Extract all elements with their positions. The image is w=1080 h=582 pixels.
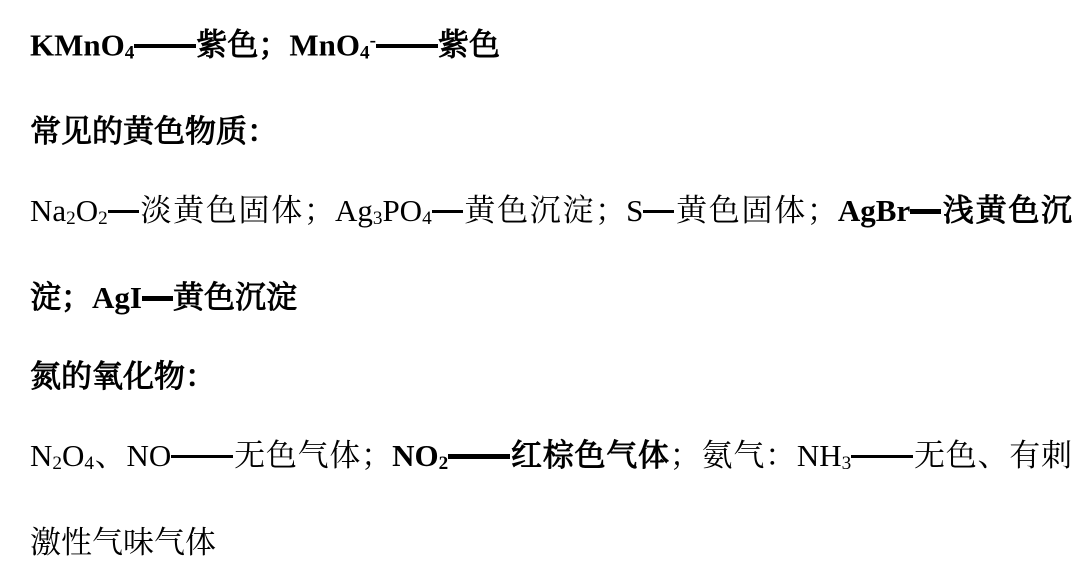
em-dash-connector <box>376 44 438 49</box>
em-dash-connector <box>643 210 674 213</box>
text-run: 2 <box>98 208 108 230</box>
em-dash-connector <box>432 210 463 213</box>
text-run: 2 <box>438 453 449 475</box>
line-yellow-substances-heading <box>30 92 1072 171</box>
text-run: AgBr <box>837 193 911 229</box>
em-dash-connector <box>910 209 941 214</box>
text-run: 激性气味气体 <box>30 525 216 561</box>
text-run: 氮的氧化物： <box>30 359 216 395</box>
text-run: 浅黄色沉 <box>941 193 1073 229</box>
em-dash-connector <box>851 455 913 458</box>
em-dash-connector <box>108 210 139 213</box>
em-dash-connector <box>171 455 233 458</box>
text-run: 3 <box>841 453 852 475</box>
text-run: 、 <box>94 438 127 474</box>
text-run: 2 <box>52 453 62 475</box>
text-run: 紫色 <box>437 27 500 63</box>
text-run: 黄色固体； <box>674 193 838 229</box>
text-run: 2 <box>66 208 76 230</box>
text-run: - <box>369 30 376 51</box>
text-run: 4 <box>124 42 135 64</box>
text-run: S <box>626 193 644 229</box>
line-yellow-substances-list-1 <box>30 171 1072 258</box>
text-run: NO <box>126 438 172 474</box>
line-nitrogen-oxides-list-1 <box>30 416 1072 503</box>
em-dash-connector <box>448 454 510 459</box>
text-run: PO <box>382 193 423 229</box>
text-run: Ag <box>334 193 373 229</box>
text-run: 常见的黄色物质： <box>30 114 278 150</box>
text-run: 4 <box>84 453 94 475</box>
text-run: Na <box>30 193 67 229</box>
em-dash-connector <box>134 44 196 49</box>
text-run: 黄色沉淀； <box>462 193 627 229</box>
text-run: N <box>30 438 53 474</box>
text-run: NO <box>392 438 439 474</box>
text-run: 4 <box>359 42 370 64</box>
text-run: 黄色沉淀 <box>172 280 297 316</box>
line-yellow-substances-list-2 <box>30 258 1072 337</box>
text-run: 3 <box>372 208 383 230</box>
text-run: 紫色； <box>196 27 290 63</box>
text-run: MnO <box>289 27 360 63</box>
text-run: 无色、有刺 <box>913 438 1073 474</box>
text-run: AgI <box>92 280 142 316</box>
line-purple-substances <box>30 1 1072 92</box>
line-nitrogen-oxides-heading <box>30 337 1072 416</box>
text-run: NH <box>796 438 842 474</box>
text-run: 无色气体； <box>233 438 393 474</box>
text-run: 淡黄色固体； <box>138 193 335 229</box>
text-run: 红棕色气体 <box>510 438 670 474</box>
em-dash-connector <box>142 296 173 301</box>
text-run: O <box>62 438 85 474</box>
text-run: 淀； <box>30 280 92 316</box>
text-run: 4 <box>422 208 432 230</box>
text-run: KMnO <box>30 27 125 63</box>
text-run: ；氨气： <box>669 438 797 474</box>
line-nitrogen-oxides-list-2 <box>30 503 1072 582</box>
text-run: O <box>75 193 99 229</box>
